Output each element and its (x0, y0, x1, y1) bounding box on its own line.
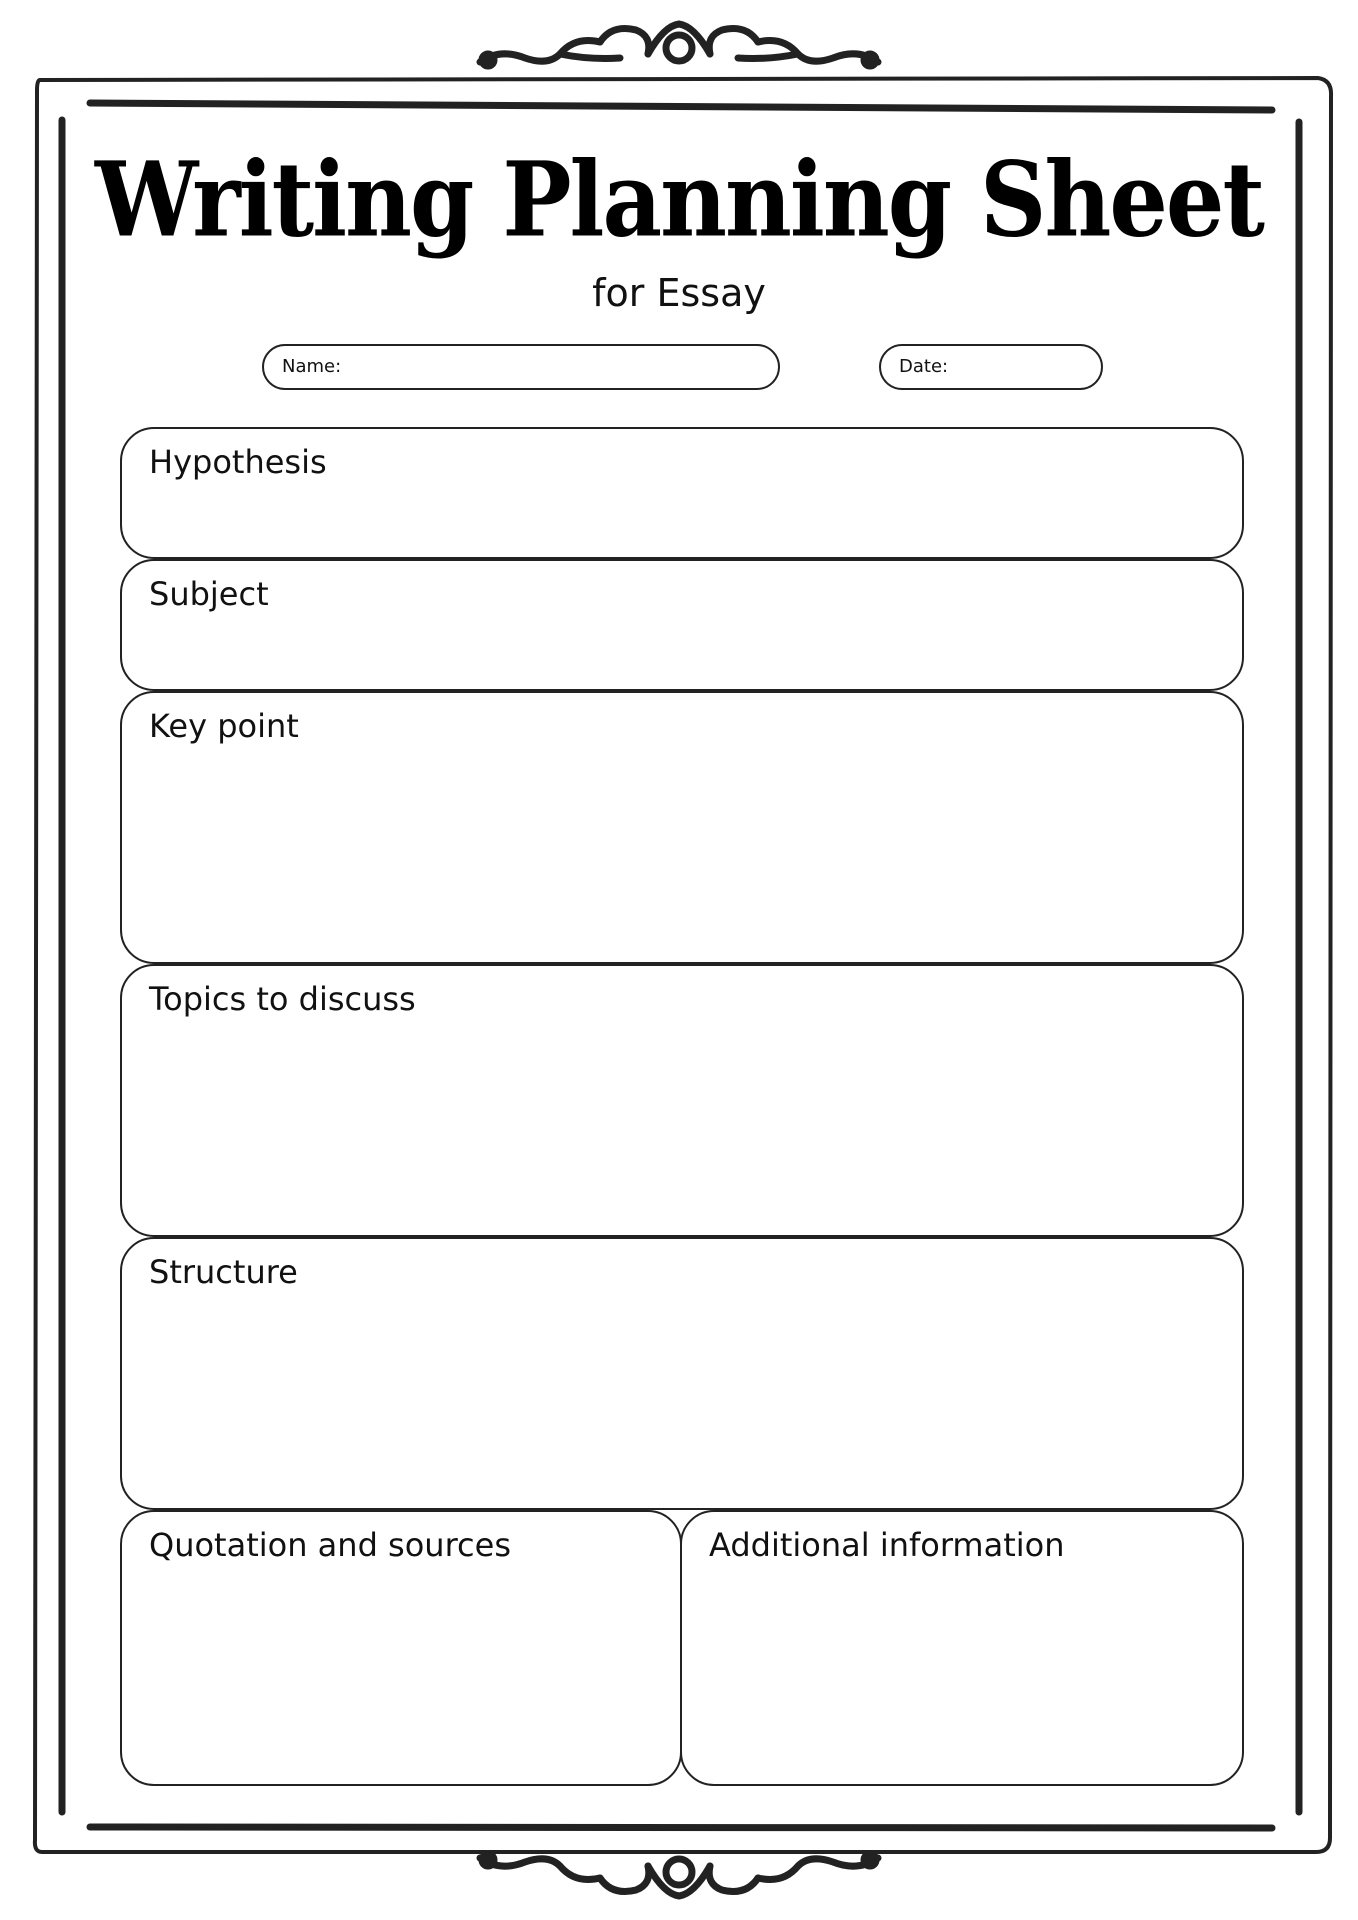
ornament-bottom-icon (480, 1854, 878, 1896)
ornament-top-icon (480, 24, 878, 66)
quotation-label: Quotation and sources (149, 1526, 511, 1564)
quotation-box[interactable] (120, 1510, 682, 1786)
hypothesis-box[interactable] (120, 427, 1244, 559)
structure-box[interactable] (120, 1237, 1244, 1510)
date-label: Date: (899, 356, 949, 377)
topics-label: Topics to discuss (149, 980, 416, 1018)
subject-label: Subject (149, 575, 269, 613)
additional-label: Additional information (709, 1526, 1065, 1564)
date-field[interactable] (879, 344, 1103, 390)
additional-box[interactable] (680, 1510, 1244, 1786)
key-point-label: Key point (149, 707, 299, 745)
page-subtitle: for Essay (592, 271, 766, 315)
topics-box[interactable] (120, 964, 1244, 1237)
name-label: Name: (282, 356, 342, 377)
name-field[interactable] (262, 344, 780, 390)
structure-label: Structure (149, 1253, 298, 1291)
subject-box[interactable] (120, 559, 1244, 691)
hypothesis-label: Hypothesis (149, 443, 327, 481)
page-title: Writing Planning Sheet (95, 139, 1263, 260)
key-point-box[interactable] (120, 691, 1244, 964)
